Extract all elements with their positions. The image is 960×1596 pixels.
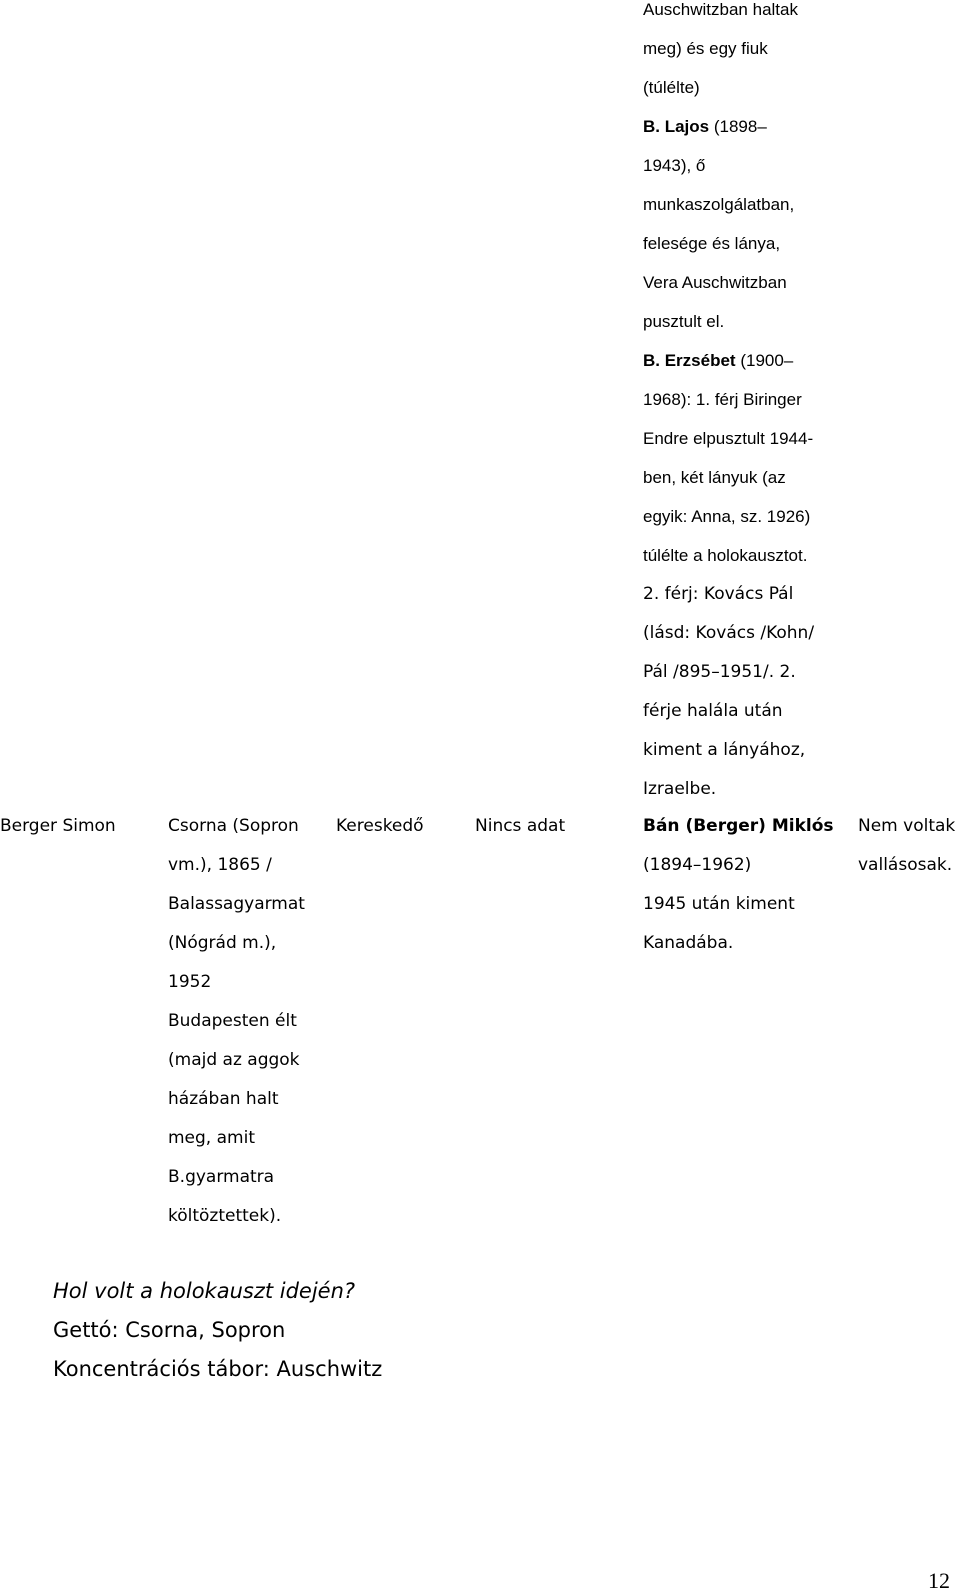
text-line: kiment a lányához, (643, 740, 806, 760)
text-line: munkaszolgálatban, (643, 195, 795, 214)
text-line: Csorna (Sopron (168, 816, 299, 836)
text-line: (majd az aggok (168, 1050, 300, 1070)
text-line: 1968): 1. férj Biringer (643, 390, 802, 409)
ghetto-line: Gettó: Csorna, Sopron (53, 1318, 286, 1342)
text-line: 1952 (168, 972, 212, 992)
cell-religion (858, 807, 955, 885)
text-line: Auschwitzban haltak (643, 0, 798, 19)
holocaust-section (53, 1272, 382, 1389)
text-line: 1945 után kiment (643, 894, 795, 914)
text-line: Budapesten élt (168, 1011, 297, 1031)
text-line: (Nógrád m.), (168, 933, 277, 953)
child-name-lajos: B. Lajos (643, 117, 710, 136)
section-question: Hol volt a holokauszt idején? (53, 1279, 356, 1303)
text-line: férje halála után (643, 701, 783, 721)
text-line (643, 341, 814, 380)
text-line: vallásosak. (858, 855, 953, 875)
text-line: Balassagyarmat (168, 894, 305, 914)
occupation: Kereskedő (336, 816, 424, 836)
text-line: (túlélte) (643, 78, 700, 97)
text-line: 1943), ő (643, 156, 706, 175)
text-line: vm.), 1865 / (168, 855, 272, 875)
wife-info: Nincs adat (475, 816, 566, 836)
text-line: meg, amit (168, 1128, 255, 1148)
text-line: Izraelbe. (643, 779, 717, 799)
cell-wife (475, 807, 565, 846)
text-line: túlélte a holokausztot. (643, 546, 808, 565)
text-line: Pál /895–1951/. 2. (643, 662, 796, 682)
text-line: (1894–1962) (643, 855, 752, 875)
text-line: Endre elpusztult 1944- (643, 429, 814, 448)
text-line (643, 107, 814, 146)
cell-birth-death (168, 807, 305, 1236)
text-line: Nem voltak (858, 816, 956, 836)
text-line: ben, két lányuk (az (643, 468, 786, 487)
text-fragment: (1898– (713, 117, 767, 136)
child-name-erzsebet: B. Erzsébet (643, 351, 736, 370)
page-number: 12 (928, 1568, 950, 1593)
child-name-miklos: Bán (Berger) Miklós (643, 816, 834, 836)
text-line: meg) és egy fiuk (643, 39, 768, 58)
person-name: Berger Simon (0, 816, 116, 836)
continuation-column (643, 0, 814, 809)
camp-line: Koncentrációs tábor: Auschwitz (53, 1357, 383, 1381)
cell-name (0, 807, 116, 846)
text-line: Kanadába. (643, 933, 734, 953)
text-line: 2. férj: Kovács Pál (643, 584, 794, 604)
text-line: felesége és lánya, (643, 234, 781, 253)
cell-children (643, 807, 834, 963)
text-line: házában halt (168, 1089, 279, 1109)
text-line: egyik: Anna, sz. 1926) (643, 507, 811, 526)
text-line: (lásd: Kovács /Kohn/ (643, 623, 815, 643)
text-fragment: (1900– (740, 351, 794, 370)
cell-occupation (336, 807, 424, 846)
text-line: B.gyarmatra (168, 1167, 275, 1187)
text-line: pusztult el. (643, 312, 725, 331)
text-line: költöztettek). (168, 1206, 282, 1226)
text-line: Vera Auschwitzban (643, 273, 787, 292)
